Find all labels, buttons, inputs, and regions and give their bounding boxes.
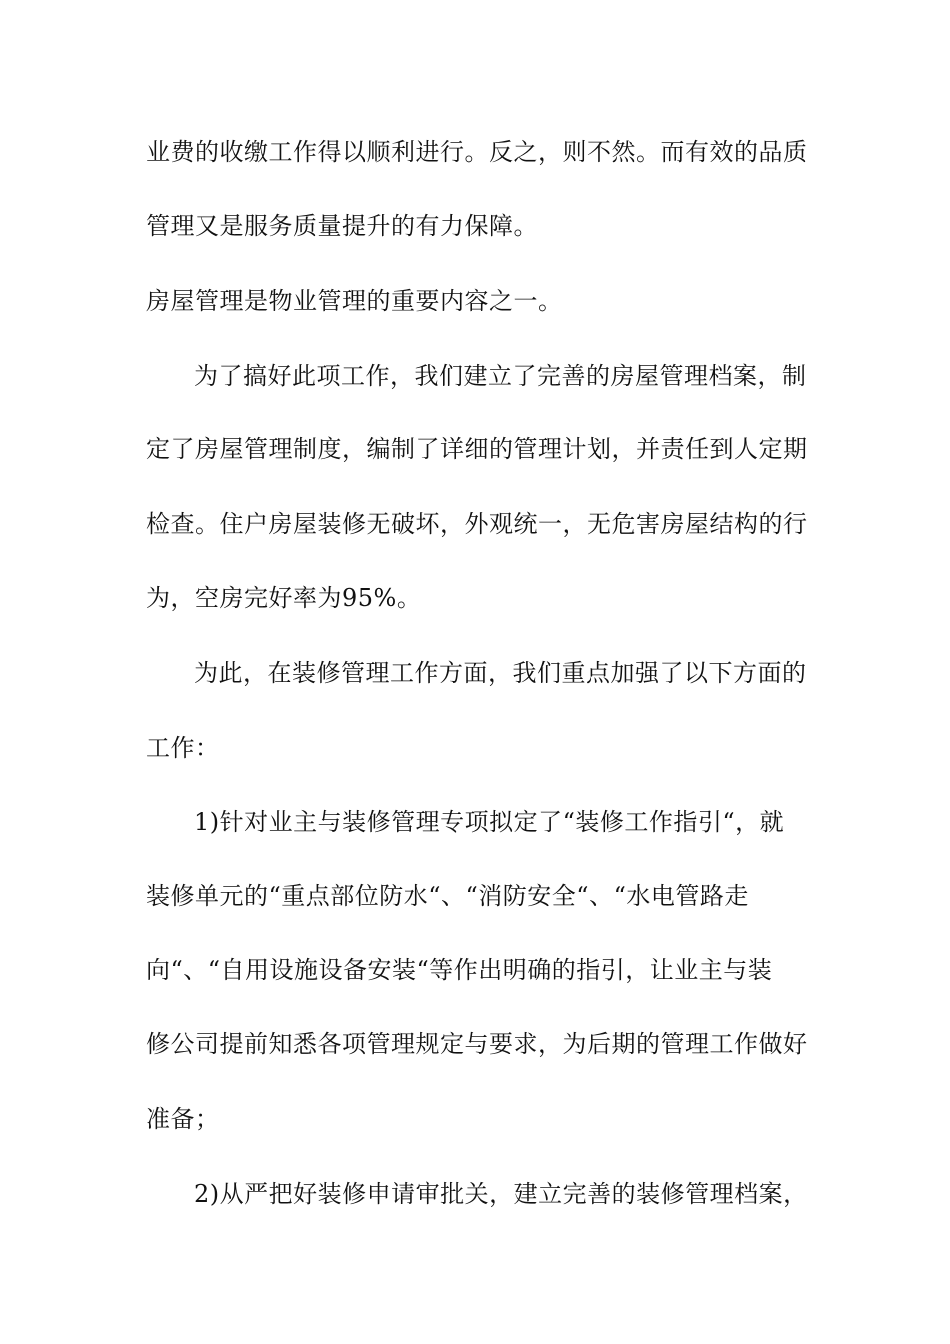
text-line: 1)针对业主与装修管理专项拟定了“装修工作指引“，就	[194, 808, 785, 836]
text-line: 检查。住户房屋装修无破坏，外观统一，无危害房屋结构的行	[146, 510, 808, 538]
text-line: 为了搞好此项工作，我们建立了完善的房屋管理档案，制	[194, 362, 807, 390]
text-line: 向“、“自用设施设备安装“等作出明确的指引，让业主与装	[146, 956, 773, 984]
text-line: 房屋管理是物业管理的重要内容之一。	[146, 287, 563, 315]
text-line: 为，空房完好率为95%。	[146, 584, 422, 612]
text-line: 定了房屋管理制度，编制了详细的管理计划，并责任到人定期	[146, 435, 808, 463]
text-line: 装修单元的“重点部位防水“、“消防安全“、“水电管路走	[146, 882, 749, 910]
text-line: 工作：	[146, 734, 220, 762]
text-line: 准备；	[146, 1105, 220, 1133]
text-line: 管理又是服务质量提升的有力保障。	[146, 212, 538, 240]
text-line: 2)从严把好装修申请审批关，建立完善的装修管理档案，	[194, 1180, 808, 1208]
text-line: 为此，在装修管理工作方面，我们重点加强了以下方面的	[194, 659, 807, 687]
text-line: 修公司提前知悉各项管理规定与要求，为后期的管理工作做好	[146, 1030, 808, 1058]
text-line: 业费的收缴工作得以顺利进行。反之，则不然。而有效的品质	[146, 138, 808, 166]
